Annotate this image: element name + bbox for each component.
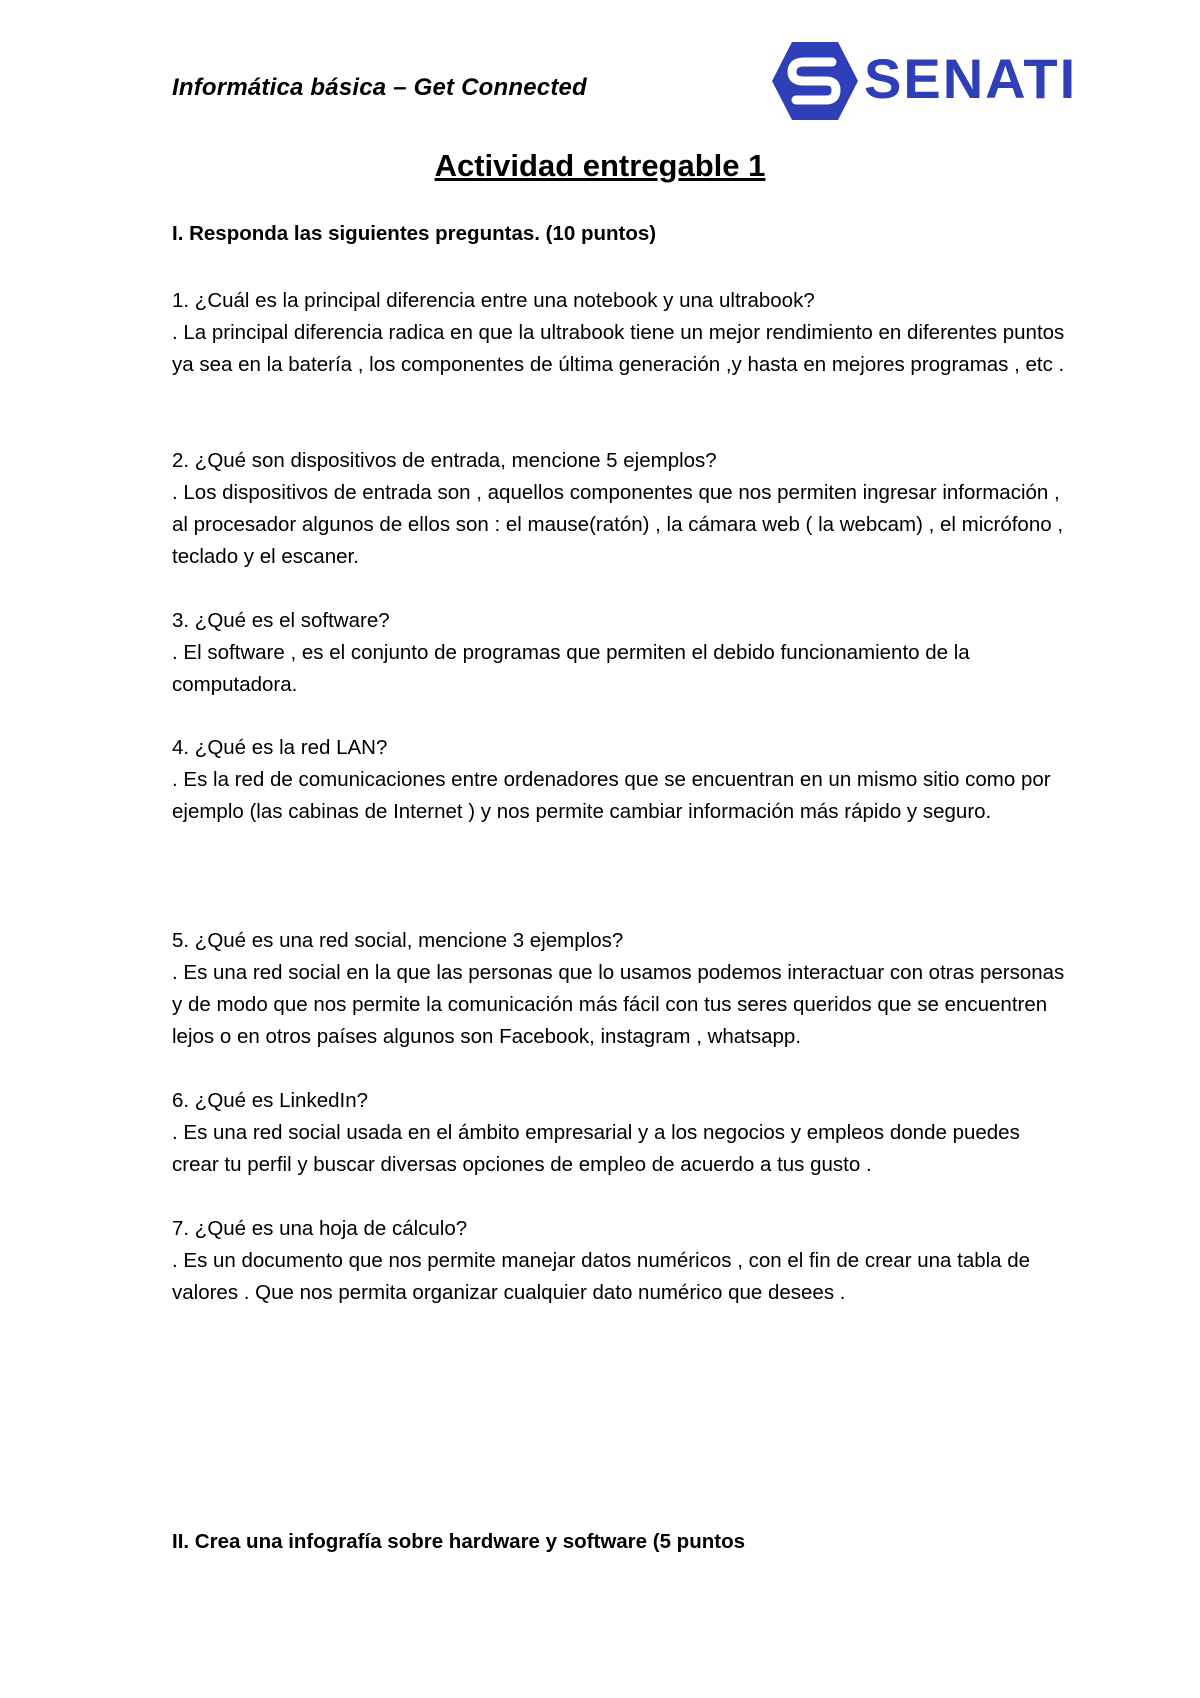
question-text: 7. ¿Qué es una hoja de cálculo?: [172, 1217, 468, 1240]
section-1-heading: I. Responda las siguientes preguntas. (10 puntos): [172, 222, 657, 245]
question-block-4: [172, 732, 1072, 828]
question-block-3: [172, 605, 1072, 701]
course-header: Informática básica – Get Connected: [172, 74, 587, 101]
question-block-6: [172, 1085, 1072, 1181]
section-2-heading: II. Crea una infografía sobre hardware y software (5 puntos: [172, 1530, 745, 1553]
answer-text: . El software , es el conjunto de programas que permiten el debido funcionamiento de la computadora.: [172, 641, 970, 696]
senati-hexagon-icon: [770, 40, 860, 122]
answer-text: . La principal diferencia radica en que la ultrabook tiene un mejor rendimiento en diferentes puntos ya sea en la batería , los componentes de última generación ,y hasta en mejores programas , etc .: [172, 321, 1065, 376]
answer-text: . Es una red social usada en el ámbito empresarial y a los negocios y empleos donde puedes crear tu perfil y buscar diversas opciones de empleo de acuerdo a tus gusto .: [172, 1121, 1020, 1176]
question-text: 6. ¿Qué es LinkedIn?: [172, 1089, 369, 1112]
answer-text: . Es una red social en la que las personas que lo usamos podemos interactuar con otras personas y de modo que nos permite la comunicación más fácil con tus seres queridos que se encuentren lejos o en otros países algunos son Facebook, instagram , whatsapp.: [172, 961, 1065, 1048]
logo-wordmark: SENATI: [864, 47, 1078, 110]
question-text: 2. ¿Qué son dispositivos de entrada, mencione 5 ejemplos?: [172, 449, 717, 472]
answer-text: . Es la red de comunicaciones entre ordenadores que se encuentran en un mismo sitio como por ejemplo (las cabinas de Internet ) y nos permite cambiar información más rápido y seguro.: [172, 768, 1051, 823]
document-title: Actividad entregable 1: [434, 148, 766, 183]
question-block-2: [172, 445, 1072, 573]
question-block-7: [172, 1213, 1072, 1309]
answer-text: . Es un documento que nos permite manejar datos numéricos , con el fin de crear una tabla de valores . Que nos permita organizar cualquier dato numérico que desees .: [172, 1249, 1031, 1304]
question-text: 1. ¿Cuál es la principal diferencia entre una notebook y una ultrabook?: [172, 289, 815, 312]
question-text: 5. ¿Qué es una red social, mencione 3 ejemplos?: [172, 929, 624, 952]
answer-text: . Los dispositivos de entrada son , aquellos componentes que nos permiten ingresar información , al procesador algunos de ellos son : el mause(ratón) , la cámara web ( la webcam) , el micrófono , teclado y el escaner.: [172, 481, 1064, 568]
question-text: 3. ¿Qué es el software?: [172, 609, 390, 632]
question-text: 4. ¿Qué es la red LAN?: [172, 736, 388, 759]
senati-logo: [770, 40, 1078, 122]
question-block-1: [172, 285, 1072, 381]
question-block-5: [172, 925, 1072, 1053]
